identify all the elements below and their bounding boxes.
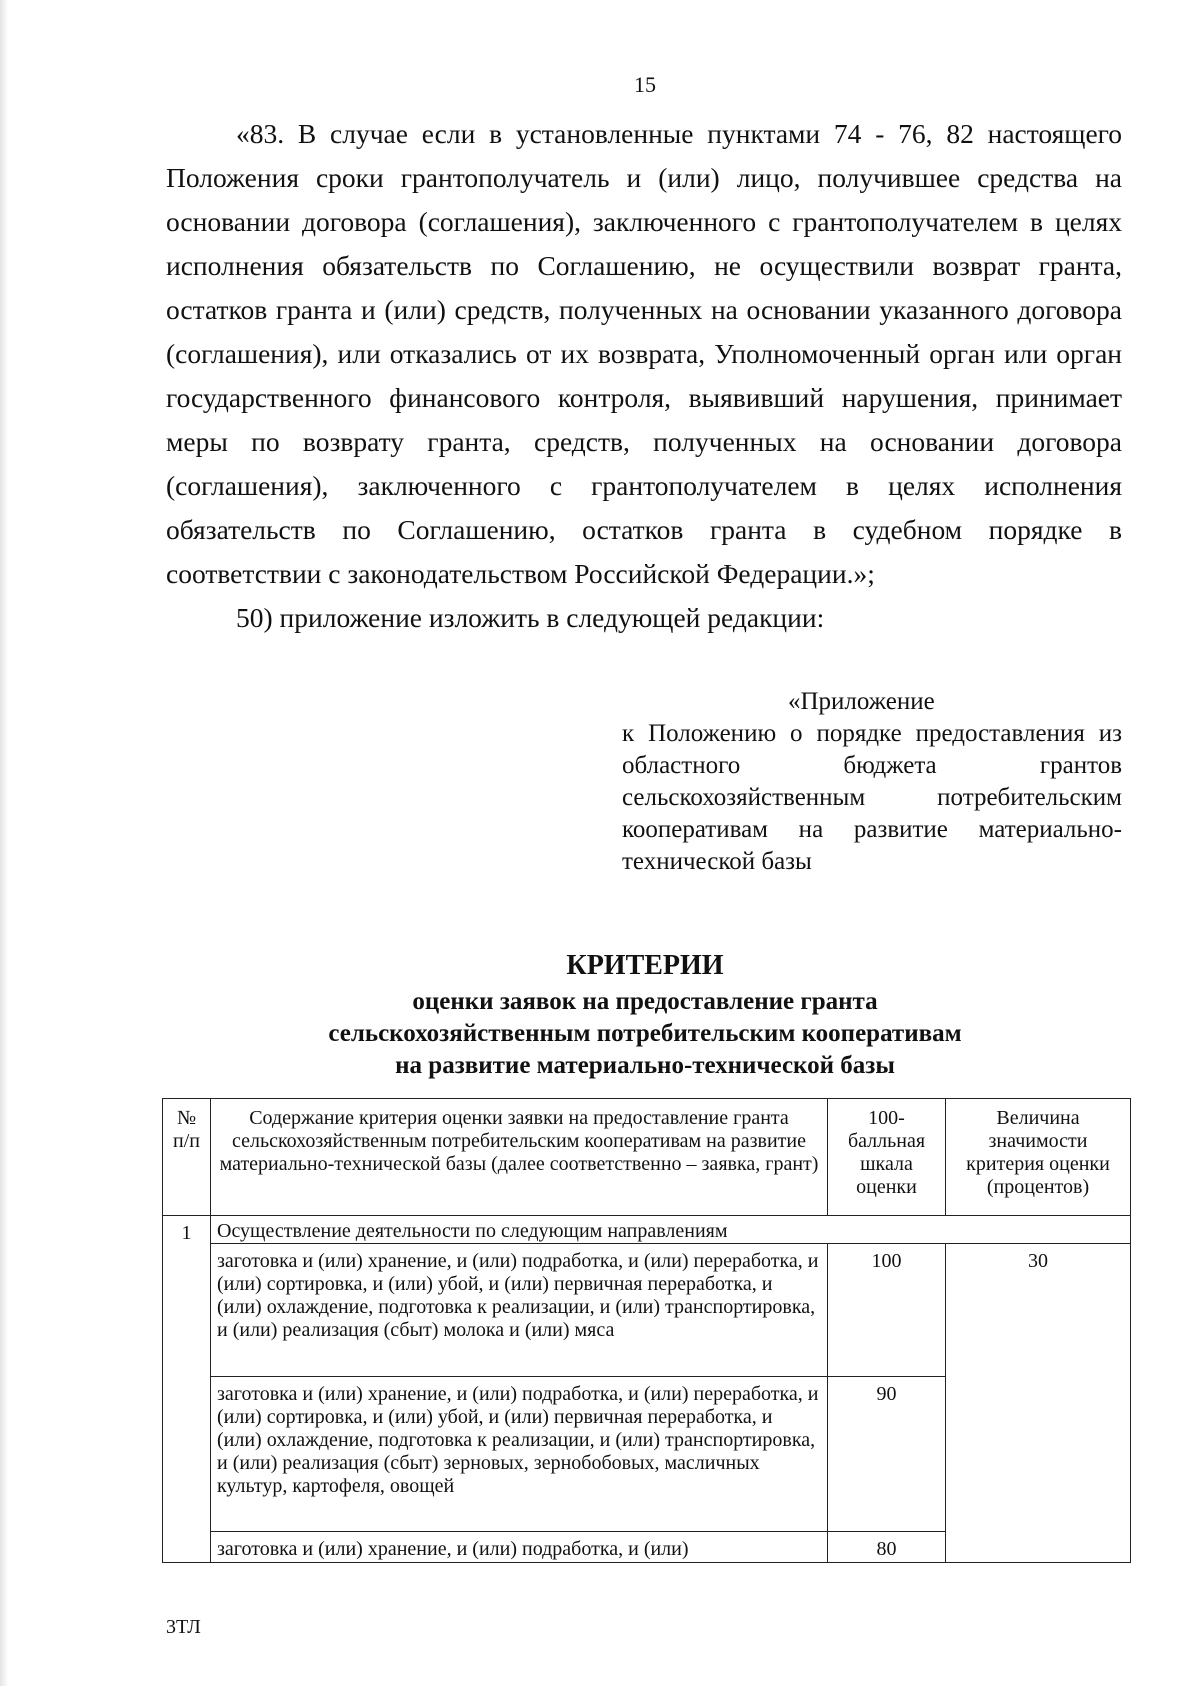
body-text bbox=[166, 112, 1122, 640]
appendix-body: к Положению о порядке предоставления из областного бюджета грантов сельскохозяйственным потребительским кооперативам на развитие материально-технической базы bbox=[622, 720, 1122, 875]
header-num: № п/п bbox=[163, 1099, 211, 1216]
header-content: Содержание критерия оценки заявки на предоставление гранта сельскохозяйственным потребительским кооперативам на развитие материально-технической базы (далее соответственно – заявка, грант) bbox=[211, 1099, 828, 1216]
paragraph-83: «83. В случае если в установленные пунктами 74 - 76, 82 настоящего Положения сроки грантополучатель и (или) лицо, получившее средства на основании договора (соглашения), заключенного с грантополучателем в целях исполнения обязательств по Соглашению, не осуществили возврат гранта, остатков гранта и (или) средств, полученных на основании указанного договора (соглашения), или отказались от их возврата, Уполномоченный орган или орган государственного финансового контроля, выявивший нарушения, принимает меры по возврату гранта, средств, полученных на основании договора (соглашения), заключенного с грантополучателем в целях исполнения обязательств по Соглашению, остатков гранта в судебном порядке в соответствии с законодательством Российской Федерации.»; bbox=[166, 118, 1122, 589]
row-1-score: 100 bbox=[828, 1244, 946, 1377]
section-weight: 30 bbox=[946, 1244, 1131, 1563]
scan-edge bbox=[0, 0, 8, 1686]
table-row bbox=[163, 1216, 1131, 1244]
row-2-text: заготовка и (или) хранение, и (или) подработка, и (или) переработка, и (или) сортировка, и (или) убой, и (или) первичная переработка, и (или) охлаждение, подготовка к реализации, и (или) транспортировка, и (или) реализация (сбыт) зерновых, зернобобовых, масличных культур, картофеля, овощей bbox=[211, 1377, 828, 1532]
criteria-heading bbox=[0, 946, 1200, 1082]
page-number: 15 bbox=[634, 72, 656, 97]
appendix-note bbox=[622, 686, 1122, 878]
heading-line-1: оценки заявок на предоставление гранта bbox=[412, 988, 878, 1015]
header-scale: 100-балльная шкала оценки bbox=[828, 1099, 946, 1216]
paragraph-50: 50) приложение изложить в следующей редакции: bbox=[236, 602, 825, 633]
section-title: Осуществление деятельности по следующим направлениям bbox=[211, 1216, 1131, 1244]
criteria-table bbox=[162, 1098, 1131, 1563]
heading-line-2: сельскохозяйственным потребительским кооперативам bbox=[328, 1020, 962, 1047]
row-3-text: заготовка и (или) хранение, и (или) подработка, и (или) bbox=[211, 1532, 828, 1563]
heading-line-3: на развитие материально-технической базы bbox=[395, 1052, 895, 1079]
row-1-text: заготовка и (или) хранение, и (или) подработка, и (или) переработка, и (или) сортировка, и (или) убой, и (или) первичная переработка, и (или) охлаждение, подготовка к реализации, и (или) транспортировка, и (или) реализация (сбыт) молока и (или) мяса bbox=[211, 1244, 828, 1377]
table-row bbox=[163, 1244, 1131, 1377]
row-2-score: 90 bbox=[828, 1377, 946, 1532]
appendix-title: «Приложение bbox=[788, 688, 935, 715]
section-number: 1 bbox=[163, 1216, 211, 1563]
header-weight: Величина значимости критерия оценки (процентов) bbox=[946, 1099, 1131, 1216]
footer-code: 3ТЛ bbox=[166, 1616, 201, 1638]
row-3-score: 80 bbox=[828, 1532, 946, 1563]
heading-main: КРИТЕРИИ bbox=[566, 950, 724, 981]
table-header-row bbox=[163, 1099, 1131, 1216]
